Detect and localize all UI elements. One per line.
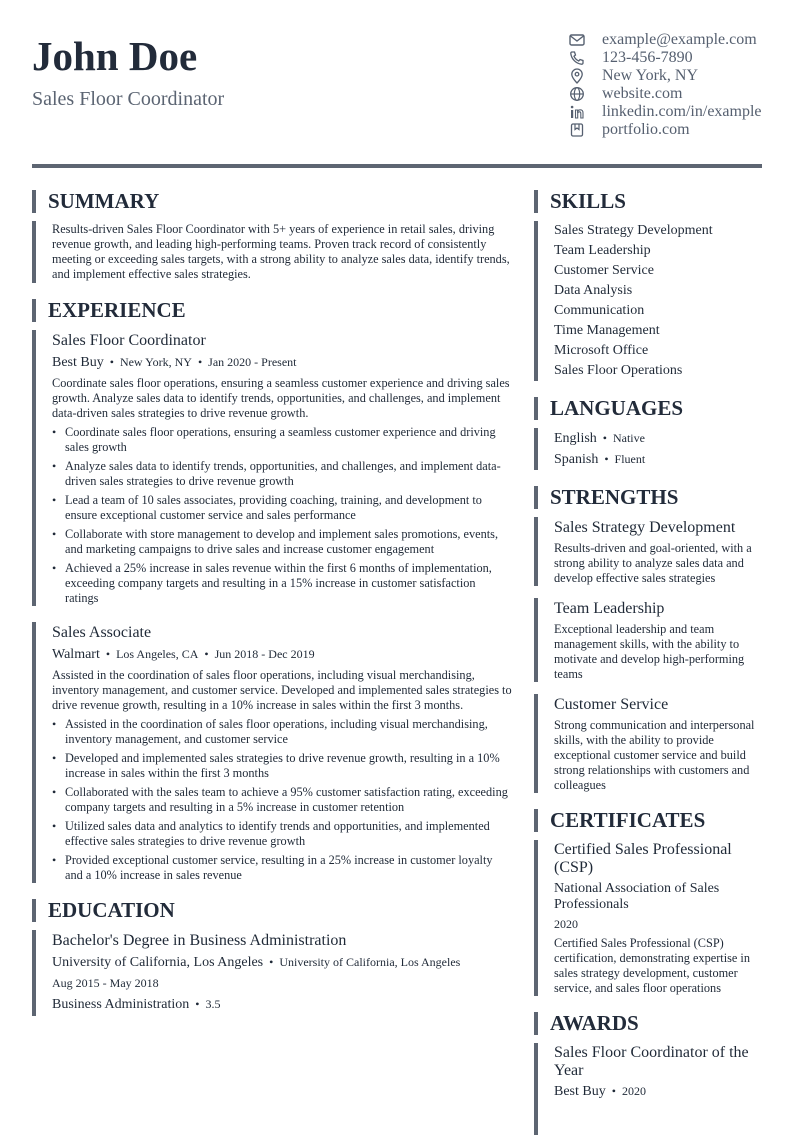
skills-heading: SKILLS bbox=[534, 190, 762, 213]
awards-heading: AWARDS bbox=[534, 1012, 762, 1035]
contact-portfolio[interactable] bbox=[568, 121, 794, 139]
strength-description: Strong communication and interpersonal skills, with the ability to provide exceptional customer service and build strong relationships with customers and colleagues bbox=[554, 718, 755, 792]
contact-email-text: example@example.com bbox=[602, 31, 757, 48]
job-description: Coordinate sales floor operations, ensuring a seamless customer experience and driving sales growth. Analyze sales data to identify trends, opportunities, and challenges, and implement data-driven sales strategies to drive revenue growth. bbox=[52, 376, 510, 420]
job-bullet: • Analyze sales data to identify trends, opportunities, and challenges, and implement data-driven sales strategies to drive revenue growth bbox=[52, 459, 512, 489]
skill-item: Customer Service bbox=[554, 263, 654, 278]
contact-email[interactable] bbox=[568, 31, 794, 49]
award-year: 2020 bbox=[621, 1084, 646, 1098]
job-bullet: • Provided exceptional customer service, resulting in a 25% increase in customer loyalty and a 10% increase in sales revenue bbox=[52, 853, 512, 883]
strengths-heading: STRENGTHS bbox=[534, 486, 762, 509]
contact-website-text: website.com bbox=[602, 85, 683, 102]
strength-item bbox=[534, 517, 762, 586]
job-description: Assisted in the coordination of sales floor operations, including visual merchandising, inventory management, and customer service. Developed and implemented sales strategies to drive revenue growth, resulting in a 10% increase in sales within the first 3 months. bbox=[52, 668, 512, 712]
contact-linkedin[interactable] bbox=[568, 103, 794, 121]
skill-item: Sales Floor Operations bbox=[554, 363, 683, 378]
skills-list bbox=[534, 221, 762, 381]
certificate-year: 2020 bbox=[554, 917, 578, 931]
education-entry bbox=[32, 930, 512, 1016]
job-bullet: • Collaborate with store management to develop and implement sales promotions, events, and marketing campaigns to drive sales and increase customer engagement bbox=[52, 527, 512, 557]
school-location: University of California, Los Angeles bbox=[279, 955, 461, 969]
strength-item bbox=[534, 694, 762, 793]
phone-icon bbox=[568, 50, 586, 66]
skill-item: Team Leadership bbox=[554, 243, 651, 258]
job-bullet: • Collaborated with the sales team to achieve a 95% customer satisfaction rating, exceeding company targets and resulting in a 5% increase in customer retention bbox=[52, 785, 512, 815]
job-title: Sales Associate bbox=[52, 624, 152, 641]
certificate-entry bbox=[534, 840, 762, 996]
contact-list bbox=[568, 31, 794, 139]
candidate-title: Sales Floor Coordinator bbox=[32, 88, 225, 110]
gpa: 3.5 bbox=[205, 997, 221, 1011]
field-of-study: Business Administration bbox=[52, 997, 190, 1012]
language-name: English bbox=[554, 431, 597, 446]
language-item: English • Native bbox=[554, 431, 645, 446]
main-column bbox=[32, 190, 512, 1016]
experience-heading: EXPERIENCE bbox=[32, 299, 512, 322]
job-bullet: • Assisted in the coordination of sales floor operations, including visual merchandising, inventory management, and customer service bbox=[52, 717, 512, 747]
job-entry bbox=[32, 330, 512, 606]
linkedin-icon bbox=[568, 104, 586, 120]
job-bullet: • Coordinate sales floor operations, ensuring a seamless customer experience and driving sales growth bbox=[52, 425, 512, 455]
languages-list bbox=[534, 428, 762, 470]
job-bullets bbox=[52, 717, 512, 883]
contact-linkedin-text: linkedin.com/in/example bbox=[602, 103, 762, 120]
job-bullet: • Lead a team of 10 sales associates, providing coaching, training, and development to ensure exceptional customer service and sales performance bbox=[52, 493, 512, 523]
strength-title: Customer Service bbox=[554, 696, 669, 713]
award-entry bbox=[534, 1043, 762, 1135]
job-company: Walmart bbox=[52, 647, 100, 662]
job-meta: Walmart • Los Angeles, CA • Jun 2018 - Dec 2019 bbox=[52, 647, 315, 662]
job-bullet: • Achieved a 25% increase in sales revenue within the first 6 months of implementation, exceeding company targets and resulting in a 15% increase in customer satisfaction ratings bbox=[52, 561, 512, 606]
contact-phone-text: 123-456-7890 bbox=[602, 49, 693, 66]
portfolio-icon bbox=[568, 122, 586, 138]
contact-website[interactable] bbox=[568, 85, 794, 103]
skill-item: Time Management bbox=[554, 323, 660, 338]
language-level: Native bbox=[612, 431, 645, 445]
email-icon bbox=[568, 32, 586, 48]
job-meta: Best Buy • New York, NY • Jan 2020 - Present bbox=[52, 355, 297, 370]
degree: Bachelor's Degree in Business Administration bbox=[52, 932, 347, 949]
header-divider bbox=[32, 164, 762, 168]
job-bullet: • Utilized sales data and analytics to identify trends and opportunities, and implemented effective sales strategies to drive revenue growth bbox=[52, 819, 512, 849]
certificates-heading: CERTIFICATES bbox=[534, 809, 762, 832]
skill-item: Microsoft Office bbox=[554, 343, 649, 358]
skill-item: Communication bbox=[554, 303, 645, 318]
language-item: Spanish • Fluent bbox=[554, 452, 646, 467]
candidate-name: John Doe bbox=[32, 33, 198, 79]
job-bullet: • Developed and implemented sales strategies to drive revenue growth, resulting in a 10% increase in sales within the first 3 months bbox=[52, 751, 512, 781]
job-location: Los Angeles, CA bbox=[116, 647, 199, 661]
education-dates: Aug 2015 - May 2018 bbox=[52, 976, 159, 990]
language-level: Fluent bbox=[614, 452, 646, 466]
certificate-issuer: National Association of Sales Professionals bbox=[554, 881, 720, 912]
strength-description: Exceptional leadership and team management skills, with the ability to motivate and develop high-performing teams bbox=[554, 622, 745, 681]
certificate-description: Certified Sales Professional (CSP) certification, demonstrating expertise in sales strategy development, customer service, and sales floor operations bbox=[554, 936, 750, 995]
languages-heading: LANGUAGES bbox=[534, 397, 762, 420]
side-column bbox=[534, 190, 762, 1135]
skill-item: Data Analysis bbox=[554, 283, 633, 298]
job-company: Best Buy bbox=[52, 355, 104, 370]
summary-heading: SUMMARY bbox=[32, 190, 512, 213]
summary-text: Results-driven Sales Floor Coordinator with 5+ years of experience in retail sales, driving revenue growth, and leading high-performing teams. Proven track record of consistently meeting or exceeding sales targets, with a strong ability to analyze sales data, identify trends, and implement effective sales strategies. bbox=[32, 221, 512, 283]
education-heading: EDUCATION bbox=[32, 899, 512, 922]
job-bullets bbox=[52, 425, 512, 606]
certificate-name: Certified Sales Professional (CSP) bbox=[554, 841, 732, 876]
globe-icon bbox=[568, 86, 586, 102]
award-name: Sales Floor Coordinator of the Year bbox=[554, 1044, 749, 1079]
strength-title: Sales Strategy Development bbox=[554, 519, 736, 536]
skill-item: Sales Strategy Development bbox=[554, 223, 713, 238]
education-meta: University of California, Los Angeles • University of California, Los Angeles bbox=[52, 955, 461, 970]
school-name: University of California, Los Angeles bbox=[52, 955, 264, 970]
job-dates: Jun 2018 - Dec 2019 bbox=[214, 647, 315, 661]
contact-location bbox=[568, 67, 794, 85]
job-location: New York, NY bbox=[119, 355, 192, 369]
job-entry bbox=[32, 622, 512, 883]
contact-portfolio-text: portfolio.com bbox=[602, 121, 690, 138]
job-title: Sales Floor Coordinator bbox=[52, 332, 206, 349]
contact-location-text: New York, NY bbox=[602, 67, 699, 84]
job-dates: Jan 2020 - Present bbox=[208, 355, 297, 369]
strength-item bbox=[534, 598, 762, 682]
strength-title: Team Leadership bbox=[554, 600, 665, 617]
education-field-meta: Business Administration • 3.5 bbox=[52, 997, 221, 1012]
location-icon bbox=[568, 68, 586, 84]
language-name: Spanish bbox=[554, 452, 599, 467]
strength-description: Results-driven and goal-oriented, with a strong ability to analyze sales data and develop effective sales strategies bbox=[554, 541, 752, 585]
award-org: Best Buy bbox=[554, 1084, 606, 1099]
award-meta: Best Buy • 2020 bbox=[554, 1084, 646, 1099]
contact-phone[interactable] bbox=[568, 49, 794, 67]
